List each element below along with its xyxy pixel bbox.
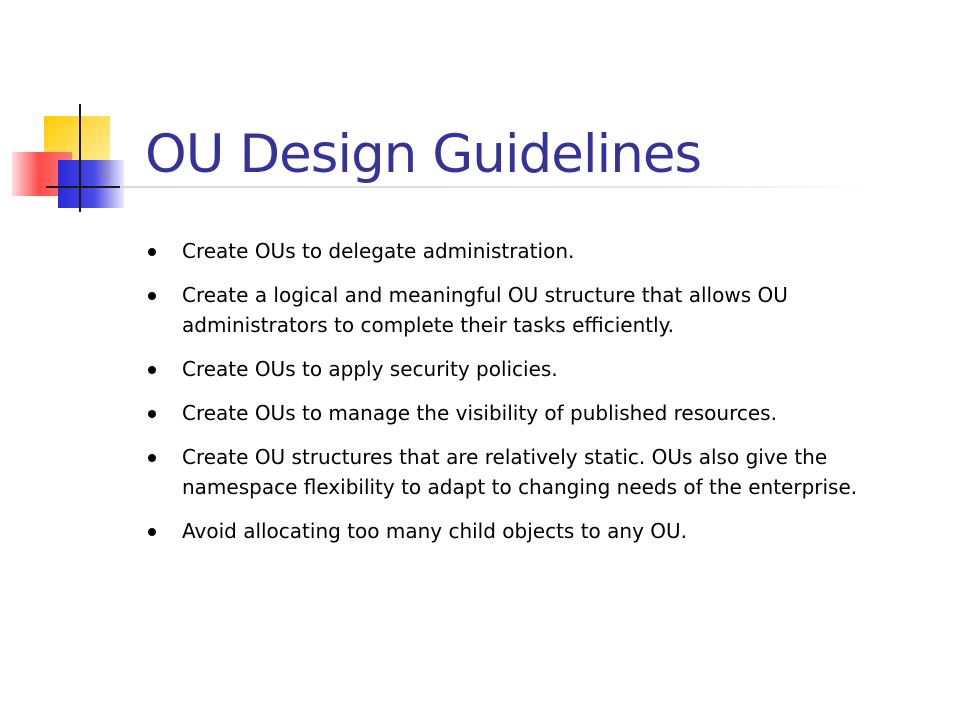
decorative-logo-squares — [0, 0, 140, 230]
blue-square — [58, 160, 124, 208]
bullet-dot-icon — [148, 292, 156, 300]
bullet-item — [148, 398, 888, 428]
bullet-text: Create OU structures that are relatively static. OUs also give the namespace flexibility to adapt to changing needs of the enterprise. — [182, 445, 858, 499]
bullet-text: Create a logical and meaningful OU structure that allows OU administrators to complete their tasks efficiently. — [182, 283, 788, 337]
bullet-item — [148, 236, 888, 266]
bullet-dot-icon — [148, 248, 156, 256]
bullet-item — [148, 354, 888, 384]
bullet-list — [148, 236, 888, 560]
vertical-line — [79, 104, 81, 212]
title-underline — [120, 186, 880, 188]
bullet-dot-icon — [148, 366, 156, 374]
bullet-text: Create OUs to delegate administration. — [182, 239, 575, 263]
bullet-dot-icon — [148, 454, 156, 462]
slide-title: OU Design Guidelines — [145, 124, 702, 185]
bullet-item — [148, 442, 888, 502]
bullet-item — [148, 280, 888, 340]
bullet-dot-icon — [148, 528, 156, 536]
bullet-item — [148, 516, 888, 546]
horizontal-line — [46, 186, 126, 188]
bullet-text: Create OUs to apply security policies. — [182, 357, 558, 381]
bullet-text: Avoid allocating too many child objects to any OU. — [182, 519, 687, 543]
bullet-dot-icon — [148, 410, 156, 418]
bullet-text: Create OUs to manage the visibility of published resources. — [182, 401, 777, 425]
